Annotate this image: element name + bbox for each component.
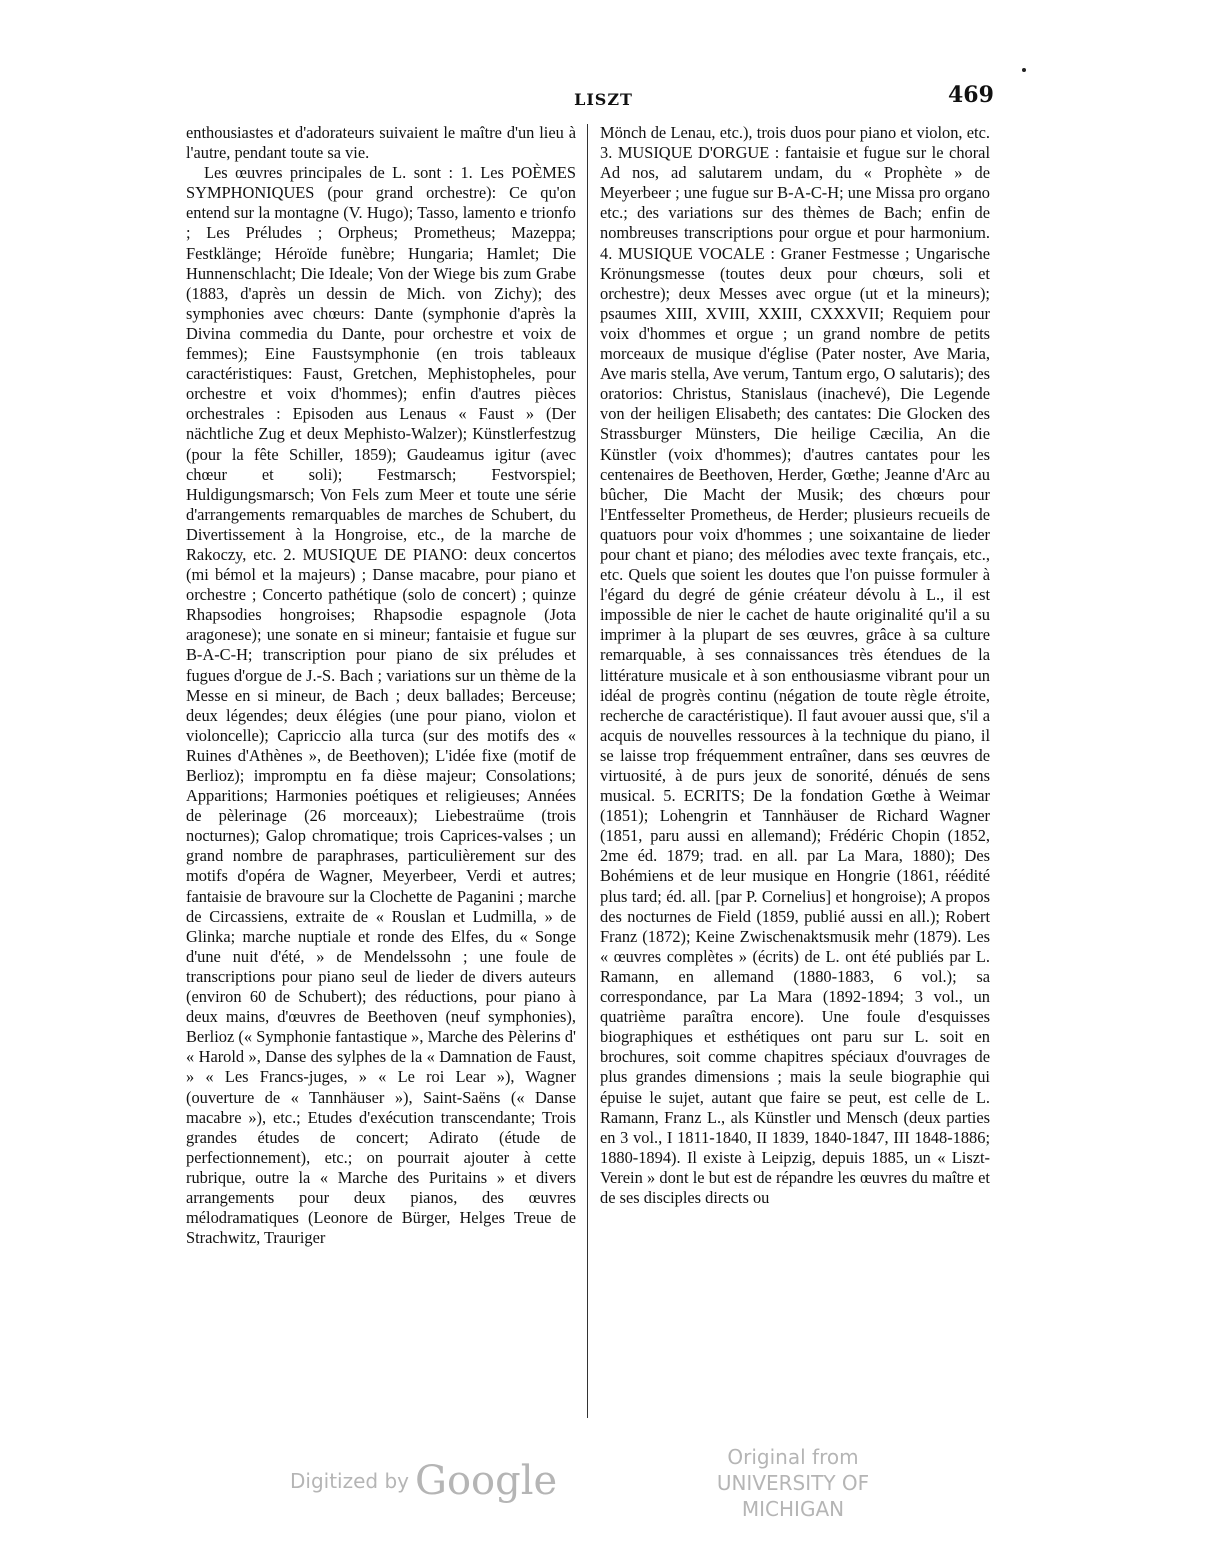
paragraph: Mönch de Lenau, etc.), trois duos pour piano et violon, etc. 3. MUSIQUE D'ORGUE : fantaisie et fugue sur le choral Ad nos, ad salutarem undam, du « Prophète » de Meyerbeer ; une fugue sur B-A-C-H; une Missa pro organo etc.; des variations sur des thèmes de Bach; enfin de nombreuses transcriptions pour orgue et pour harmonium. 4. MUSIQUE VOCALE : Graner Festmesse ; Ungarische Krönungsmesse (toutes deux pour chœurs, soli et orchestre); deux Messes avec orgue (ut et la mineurs); psaumes XIII, XVIII, XXIII, CXXXVII; Requiem pour voix d'hommes et orgue ; un grand nombre de petits morceaux de musique d'église (Pater noster, Ave Maria, Ave maris stella, Ave verum, Tantum ergo, O salutaris); des oratorios: Christus, Stanislaus (inachevé), Die Legende von der heiligen Elisabeth; des cantates: Die Glocken des Strassburger Münsters, Die heilige Cæcilia, An die Künstler (voix d'hommes); d'autres cantates pour les centenaires de Beethoven, Herder, Gœthe; Jeanne d'Arc au bûcher, Die Macht der Musik; des chœurs pour l'Entfesselter Prometheus, de Herder; plusieurs recueils de quatuors pour voix d'hommes ; une soixantaine de lieder pour chant et piano; des mélodies avec texte français, etc., etc. Quels que soient les doutes que l'on puisse formuler à l'égard du degré de génie créateur dévolu à L., il est impossible de nier le cachet de haute originalité qu'il a su imprimer à la plupart de ses œuvres, grâce à sa culture remarquable, à ses connaissances très étendues de la littérature musicale et à son enthousiasme vibrant pour un idéal de progrès continu (négation de toute règle étroite, recherche de caractéristique). Il faut avouer aussi que, s'il a acquis de nouvelles ressources à la technique du piano, il se laisse trop fréquemment entraîner, dans ses œuvres de virtuosité, à de purs jeux de sonorité, dénués de sens musical. 5. ECRITS; De la fondation Gœthe à Weimar (1851); Lohengrin et Tannhäuser de Richard Wagner (1851, paru aussi en allemand); Frédéric Chopin (1852, 2me éd. 1879; trad. en all. par La Mara, 1880); Des Bohémiens et de leur musique en Hongrie (1861, réédité plus tard; éd. all. [par P. Cornelius] et hongroise); A propos des nocturnes de Field (1859, publié aussi en all.); Robert Franz (1872); Keine Zwischenaktsmusik mehr (1879). Les « œuvres complètes » (écrits) de L. ont été publiés par L. Ramann, en allemand (1880-1883, 6 vol.); sa correspondance, par La Mara (1892-1894; 3 vol., un quatrième paraîtra encore). Une foule d'esquisses biographiques et esthétiques ont paru sur L. soit en brochures, soit comme chapitres spéciaux d'ouvrages de plus grandes dimensions ; mais la seule biographie qui épuise le sujet, autant que faire se peut, est celle de L. Ramann, Franz L., als Künstler und Mensch (deux parties en 3 vol., I 1811-1840, II 1839, 1840-1847, III 1848-1886; 1880-1894). Il existe à Leipzig, depuis 1885, un « Liszt-Verein » dont le but est de répandre les œuvres du maître et de ses disciples directs ou <box>600 123 991 1207</box>
digitized-by-text: Digitized by <box>290 1469 409 1493</box>
paragraph: enthousiastes et d'adorateurs suivaient le maître d'un lieu à l'autre, pendant toute sa vie. <box>186 123 576 163</box>
original-from-watermark <box>668 1444 918 1522</box>
digitized-by-watermark <box>290 1452 558 1504</box>
right-column <box>600 123 990 1208</box>
running-head: LISZT <box>574 90 633 109</box>
left-column <box>186 123 576 1248</box>
original-from-text: Original from <box>727 1445 859 1469</box>
page-number: 469 <box>948 82 994 108</box>
google-logo: Google <box>415 1458 558 1504</box>
institution-name: UNIVERSITY OF MICHIGAN <box>716 1471 870 1521</box>
paragraph: Les œuvres principales de L. sont : 1. Les POÈMES SYMPHONIQUES (pour grand orchestre): Ce qu'on entend sur la montagne (V. Hugo); Tasso, lamento e trionfo ; Les Préludes ; Orpheus; Prometheus; Mazeppa; Festklänge; Héroïde funèbre; Hungaria; Hamlet; Die Hunnenschlacht; Die Ideale; Von der Wiege bis zum Grabe (1883, d'après un dessin de Mich. von Zichy); des symphonies avec chœurs: Dante (symphonie d'après la Divina commedia du Dante, pour orchestre et voix de femmes); Eine Faustsymphonie (en trois tableaux caractéristiques: Faust, Gretchen, Mephistopheles, pour orchestre et voix d'hommes); enfin d'autres pièces orchestrales : Episoden aus Lenaus « Faust » (Der nächtliche Zug et deux Mephisto-Walzer); Künstlerfestzug (pour la fête Schiller, 1859); Gaudeamus igitur (avec chœur et soli); Festmarsch; Festvorspiel; Huldigungsmarsch; Von Fels zum Meer et toute une série d'arrangements remarquables de marches de Schubert, du Divertissement à la Hongroise, etc., de la marche de Rakoczy, etc. 2. MUSIQUE DE PIANO: deux concertos (mi bémol et la majeurs) ; Danse macabre, pour piano et orchestre ; Concerto pathétique (solo de concert) ; quinze Rhapsodies hongroises; Rhapsodie espagnole (Jota aragonese); une sonate en si mineur; fantaisie et fugue sur B-A-C-H; transcription pour piano de six préludes et fugues d'orgue de J.-S. Bach ; variations sur un thème de la Messe en si mineur, de Bach ; deux ballades; Berceuse; deux légendes; deux élégies (une pour piano, violon et violoncelle); Capriccio alla turca (sur des motifs des « Ruines d'Athènes », de Beethoven); L'idée fixe (motif de Berlioz); impromptu en fa dièse majeur; Consolations; Apparitions; Harmonies poétiques et religieuses; Années de pèlerinage (26 morceaux); Liebestraüme (trois nocturnes); Galop chromatique; trois Caprices-valses ; un grand nombre de paraphrases, particulièrement sur des motifs d'opéra de Wagner, Meyerbeer, Verdi et autres; fantaisie de bravoure sur la Clochette de Paganini ; marche de Circassiens, extraite de « Rouslan et Ludmilla, » de Glinka; marche nuptiale et ronde des Elfes, du « Songe d'une nuit d'été, » de Mendelssohn ; une foule de transcriptions pour piano seul de lieder de divers auteurs (environ 60 de Schubert); des réductions, pour piano à deux mains, d'œuvres de Beethoven (neuf symphonies), Berlioz (« Symphonie fantastique », Marche des Pèlerins d' « Harold », Danse des sylphes de la « Damnation de Faust, » « Les Francs-juges, » « Le roi Lear »), Wagner (ouverture de « Tannhäuser »), Saint-Saëns (« Danse macabre »), etc.; Etudes d'exécution transcendante; Trois grandes études de concert; Adirato (étude de perfectionnement), etc.; on pourrait ajouter à cette rubrique, outre la « Marche des Puritains » et divers arrangements pour deux pianos, des œuvres mélodramatiques (Leonore de Bürger, Helges Treue de Strachwitz, Trauriger <box>186 163 576 1248</box>
speck-mark <box>1022 68 1026 72</box>
column-divider <box>587 124 588 1418</box>
